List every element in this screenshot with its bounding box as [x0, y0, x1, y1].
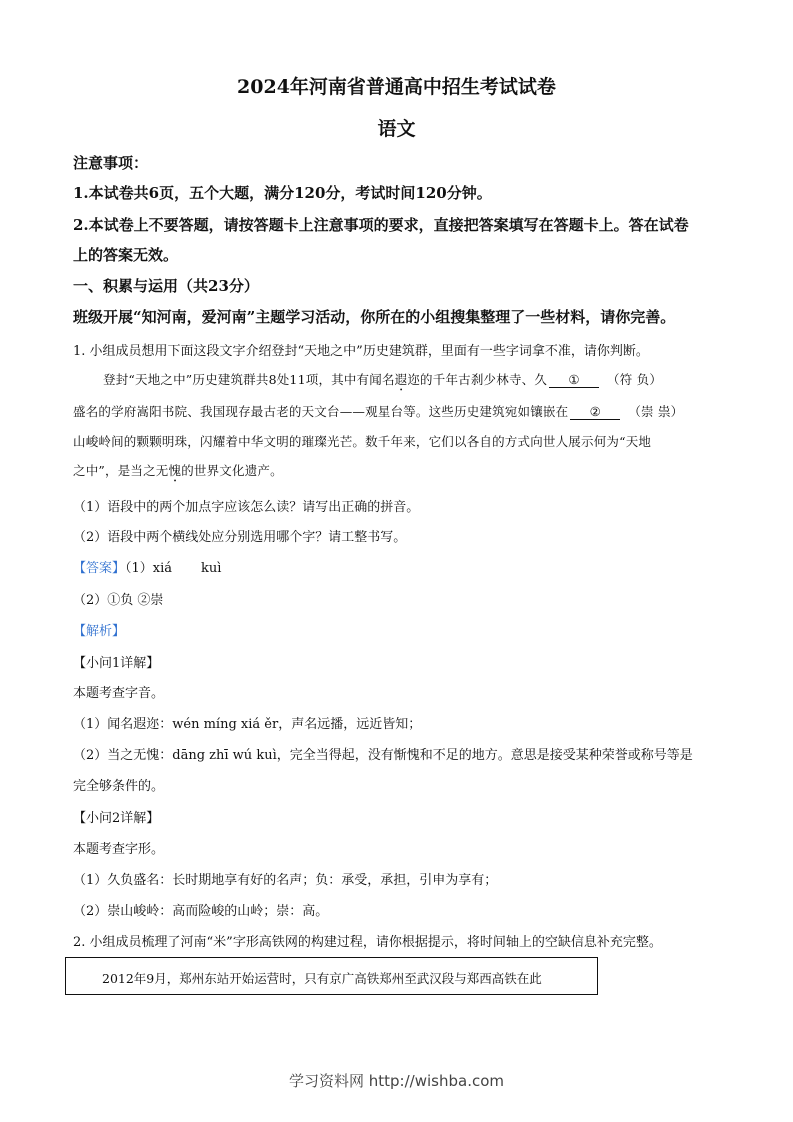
passage-line-2 — [73, 402, 683, 420]
answer-line-2: （2）①负 ②崇 — [73, 593, 164, 608]
page-title: 2024年河南省普通高中招生考试试卷 — [237, 76, 556, 98]
notice-item-1: 1.本试卷共6页，五个大题，满分120分，考试时间120分钟。 — [73, 184, 492, 202]
question-1-prompt: 1. 小组成员想用下面这段文字介绍登封“天地之中”历史建筑群，里面有一些字词拿不准，请你判断。 — [73, 344, 649, 359]
detail-1-item-2-line-2: 完全够条件的。 — [73, 779, 165, 794]
detail-2-lead: 本题考查字形。 — [73, 842, 165, 857]
question-2-prompt: 2. 小组成员梳理了河南“米”字形高铁网的构建过程，请你根据提示，将时间轴上的空缺信息补充完整。 — [73, 935, 662, 950]
blank-1: ① — [549, 372, 599, 388]
answer-label: 【答案】 — [73, 561, 126, 576]
dotted-character: 遐 — [394, 372, 408, 387]
passage-line-4 — [73, 461, 283, 485]
passage-line-3: 山峻岭间的颗颗明珠，闪耀着中华文明的璀璨光芒。数千年来，它们以各自的方式向世人展示何为“天地 — [73, 434, 652, 449]
sub-question-2: （2）语段中两个横线处应分别选用哪个字？请工整书写。 — [73, 530, 407, 545]
subject-title: 语文 — [377, 118, 416, 140]
passage-text: 登封“天地之中”历史建筑群共8处11项，其中有闻名 — [103, 372, 395, 387]
answer-text: （1）xiá kuì — [125, 561, 222, 576]
analysis-label: 【解析】 — [73, 624, 126, 639]
blank-2: ② — [570, 404, 620, 420]
passage-text: 的世界文化遗产。 — [181, 463, 283, 478]
detail-2-item-1: （1）久负盛名：长时期地享有好的名声；负：承受，承担，引申为享有； — [73, 873, 498, 888]
detail-1-lead: 本题考查字音。 — [73, 686, 165, 701]
passage-line-1 — [103, 370, 662, 394]
answer-line-1 — [73, 557, 221, 576]
detail-1-item-1: （1）闻名遐迩：wén míng xiá ěr，声名远播，远近皆知； — [73, 717, 422, 732]
section-heading: 一、积累与运用（共23分） — [73, 277, 259, 295]
notice-heading: 注意事项： — [73, 154, 149, 172]
section-intro: 班级开展“知河南，爱河南”主题学习活动，你所在的小组搜集整理了一些材料，请你完善。 — [73, 308, 676, 326]
passage-text: 迩的千年古刹少林寺、久 — [407, 372, 548, 387]
detail-1-label: 【小问1详解】 — [73, 656, 160, 671]
detail-2-item-2: （2）崇山峻岭：高而险峻的山岭；崇：高。 — [73, 904, 329, 919]
choice-hint-2: （崇 祟） — [628, 404, 684, 419]
dotted-character: 愧 — [168, 463, 182, 478]
choice-hint-1: （符 负） — [607, 372, 663, 387]
passage-text: 之中”，是当之无 — [73, 463, 169, 478]
detail-1-item-2-line-1: （2）当之无愧：dāng zhī wú kuì，完全当得起，没有惭愧和不足的地方。意思是接受某种荣誉或称号等是 — [73, 748, 693, 763]
passage-text: 盛名的学府嵩阳书院、我国现存最古老的天文台——观星台等。这些历史建筑宛如镶嵌在 — [73, 404, 569, 419]
notice-item-2-line-2: 上的答案无效。 — [73, 246, 179, 264]
footer-watermark: 学习资料网 http://wishba.com — [289, 1072, 504, 1090]
timeline-text-box — [65, 957, 598, 995]
timeline-box-text: 2012年9月，郑州东站开始运营时，只有京广高铁郑州至武汉段与郑西高铁在此 — [102, 971, 542, 986]
notice-item-2-line-1: 2.本试卷上不要答题，请按答题卡上注意事项的要求，直接把答案填写在答题卡上。答在试卷 — [73, 216, 689, 234]
sub-question-1: （1）语段中的两个加点字应该怎么读？请写出正确的拼音。 — [73, 500, 420, 515]
detail-2-label: 【小问2详解】 — [73, 811, 160, 826]
